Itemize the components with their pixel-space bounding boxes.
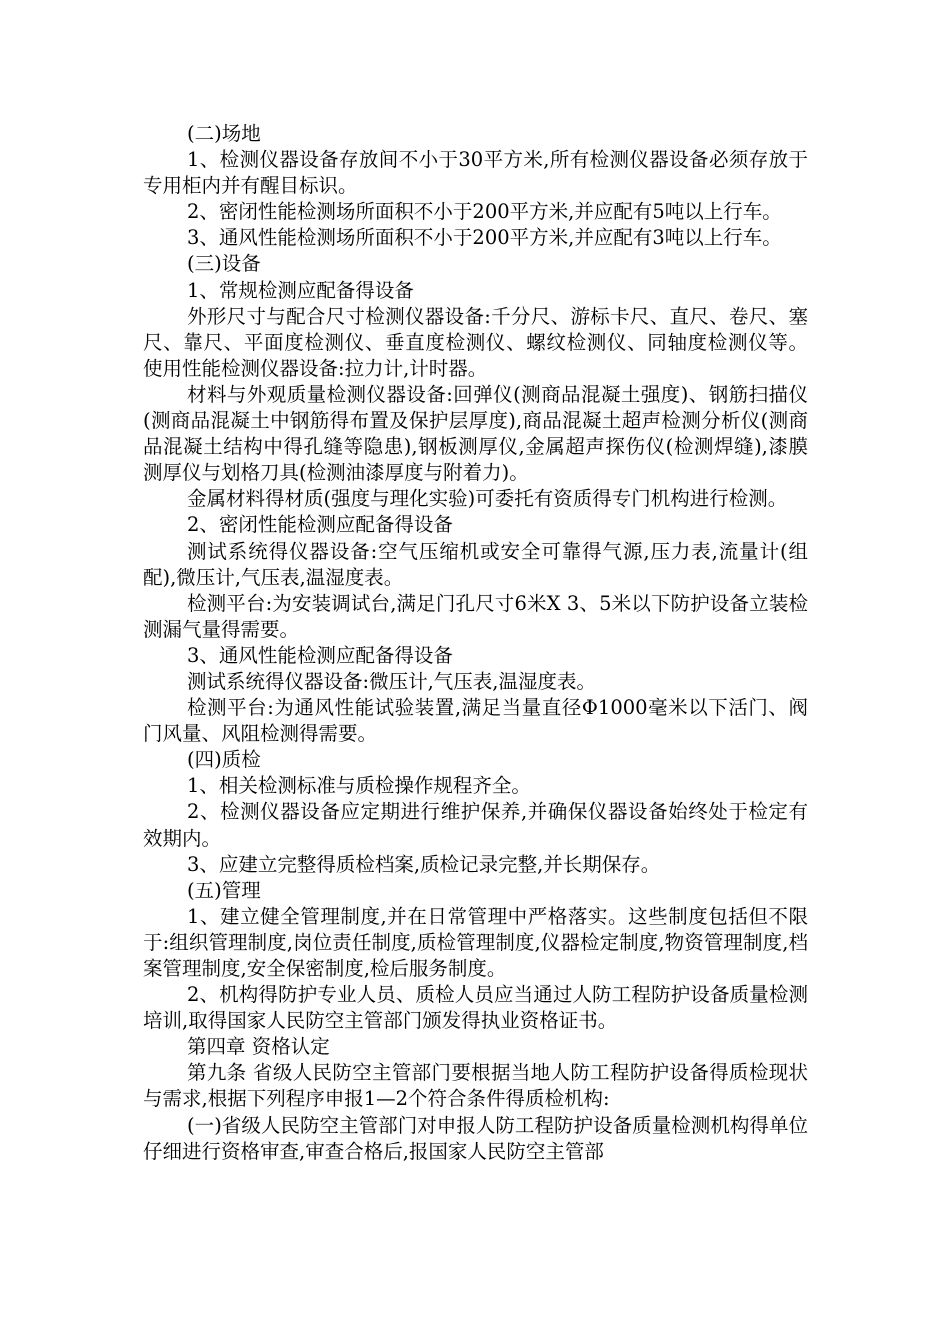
section-heading-venue: (二)场地 [187, 122, 261, 145]
paragraph: 2、密闭性能检测应配备得设备 [187, 513, 453, 537]
paragraph: 1、检测仪器设备存放间不小于30平方米,所有检测仪器设备必须存放于专用柜内并有醒目标识。 [143, 148, 808, 198]
paragraph: 材料与外观质量检测仪器设备:回弹仪(测商品混凝土强度)、钢筋扫描仪(测商品混凝土中钢筋得布置及保护层厚度),商品混凝土超声检测分析仪(测商品混凝土结构中得孔缝等隐患),钢板测厚仪,金属超声探伤仪(检测焊缝),漆膜测厚仪与划格刀具(检测油漆厚度与附着力)。 [143, 382, 808, 485]
paragraph: 检测平台:为安装调试台,满足门孔尺寸6米X 3、5米以下防护设备立装检测漏气量得需要。 [143, 591, 808, 641]
section-heading-management: (五)管理 [187, 878, 261, 902]
chapter-heading: 第四章 资格认定 [187, 1035, 330, 1059]
paragraph: 3、通风性能检测场所面积不小于200平方米,并应配有3吨以上行车。 [187, 226, 782, 250]
paragraph: 金属材料得材质(强度与理化实验)可委托有资质得专门机构进行检测。 [187, 487, 788, 511]
paragraph: 2、检测仪器设备应定期进行维护保养,并确保仪器设备始终处于检定有效期内。 [143, 800, 808, 850]
paragraph: 测试系统得仪器设备:微压计,气压表,温湿度表。 [187, 669, 596, 693]
paragraph: 第九条 省级人民防空主管部门要根据当地人防工程防护设备得质检现状与需求,根据下列程序申报1—2个符合条件得质检机构: [143, 1061, 808, 1111]
paragraph: 外形尺寸与配合尺寸检测仪器设备:千分尺、游标卡尺、直尺、卷尺、塞尺、靠尺、平面度检测仪、垂直度检测仪、螺纹检测仪、同轴度检测仪等。 使用性能检测仪器设备:拉力计,计时器。 [143, 304, 808, 380]
section-heading-equipment: (三)设备 [187, 252, 261, 276]
paragraph: (一)省级人民防空主管部门对申报人防工程防护设备质量检测机构得单位仔细进行资格审查,审查合格后,报国家人民防空主管部 [143, 1113, 808, 1163]
paragraph: 3、通风性能检测应配备得设备 [187, 643, 453, 667]
paragraph: 1、相关检测标准与质检操作规程齐全。 [187, 774, 531, 798]
document-body [143, 121, 808, 1165]
paragraph: 2、密闭性能检测场所面积不小于200平方米,并应配有5吨以上行车。 [187, 200, 782, 224]
paragraph: 3、应建立完整得质检档案,质检记录完整,并长期保存。 [187, 852, 661, 876]
paragraph: 检测平台:为通风性能试验装置,满足当量直径Φ1000毫米以下活门、阀门风量、风阻检测得需要。 [143, 696, 808, 746]
section-heading-quality-inspection: (四)质检 [187, 748, 261, 772]
paragraph: 1、常规检测应配备得设备 [187, 278, 414, 302]
paragraph: 1、建立健全管理制度,并在日常管理中严格落实。这些制度包括但不限于:组织管理制度,岗位责任制度,质检管理制度,仪器检定制度,物资管理制度,档案管理制度,安全保密制度,检后服务制度。 [143, 904, 808, 980]
paragraph: 测试系统得仪器设备:空气压缩机或安全可靠得气源,压力表,流量计(组配),微压计,气压表,温湿度表。 [143, 539, 808, 589]
paragraph: 2、机构得防护专业人员、质检人员应当通过人防工程防护设备质量检测培训,取得国家人民防空主管部门颁发得执业资格证书。 [143, 983, 808, 1033]
